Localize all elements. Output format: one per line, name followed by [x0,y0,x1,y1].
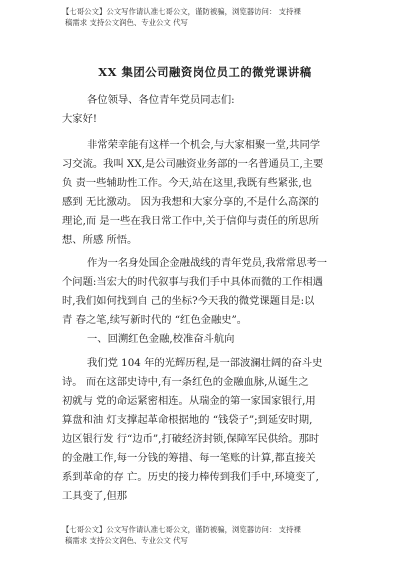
body-line: 工具变了,但那 [62,490,128,502]
body-line: 感到 无比激动。 因为我想和大家分享的,不是什么高深的 [62,196,319,208]
body-line: 系到革命的存 亡。历史的接力棒传到我们手中,环境变了, [62,471,319,483]
footer-promo-line: 稿需求 支持公文润色、专业公文 代写 [65,536,188,545]
document-title: XX 集团公司融资岗位员工的微党课讲稿 [98,65,312,79]
header-promo-note [62,6,301,28]
body-line: 理论,而 是一些在我日常工作中,关于信仰与责任的所思所 [62,215,319,227]
body-line: 我们党 104 年的光辉历程,是一部波澜壮阔的奋斗史 [87,357,323,369]
body-line: 时,我们如何找到自 己的坐标?今天我的微党课题目是:以 [62,295,315,307]
body-line: 负 责一些辅助性工作。今天,站在这里,我既有些紧张,也 [62,177,312,189]
body-line: 个问题:当宏大的时代叙事与我们手中具体而微的工作相遇 [62,276,323,288]
header-promo-line: 【七哥公文】公文写作请认准七哥公文，谨防被骗，浏览器访问： 支持裸 [62,7,301,16]
body-line: 作为一名身处国企金融战线的青年党员,我常常思考一 [87,257,328,269]
body-line: 青 春之笔,续写新时代的 “红色金融史”。 [62,314,248,326]
salutation-line: 各位领导、各位青年党员同志们: [87,94,235,106]
body-line: 想、所感 所悟。 [62,234,138,246]
body-line: 诗。 而在这部史诗中,有一条红色的金融血脉,从诞生之 [62,376,309,388]
body-line: 初就与 党的命运紧密相连。从瑞金的第一家国家银行,用 [62,395,316,407]
header-promo-line: 稿需求 支持公文润色、专业公文 代写 [65,18,188,27]
body-line: 算盘和油 灯支撑起革命根据地的 “钱袋子”;到延安时期, [62,414,313,426]
body-line: 习交流。我叫 XX,是公司融资业务部的一名普通员工,主要 [62,158,324,170]
section-heading: 一、回溯红色金融,校准奋斗航向 [87,333,235,345]
footer-promo-line: 【七哥公文】公文写作请认准七哥公文，谨防被骗，浏览器访问： 支持裸 [62,525,301,534]
body-line: 非常荣幸能有这样一个机会,与大家相聚一堂,共同学 [87,139,321,151]
greeting-line: 大家好! [62,113,98,125]
body-line: 的金融工作,每一分钱的筹措、每一笔账的计算,都直接关 [62,452,316,464]
footer-promo-note [62,524,301,546]
body-line: 边区银行发 行“边币”,打破经济封锁,保障军民供给。那时 [62,433,320,445]
